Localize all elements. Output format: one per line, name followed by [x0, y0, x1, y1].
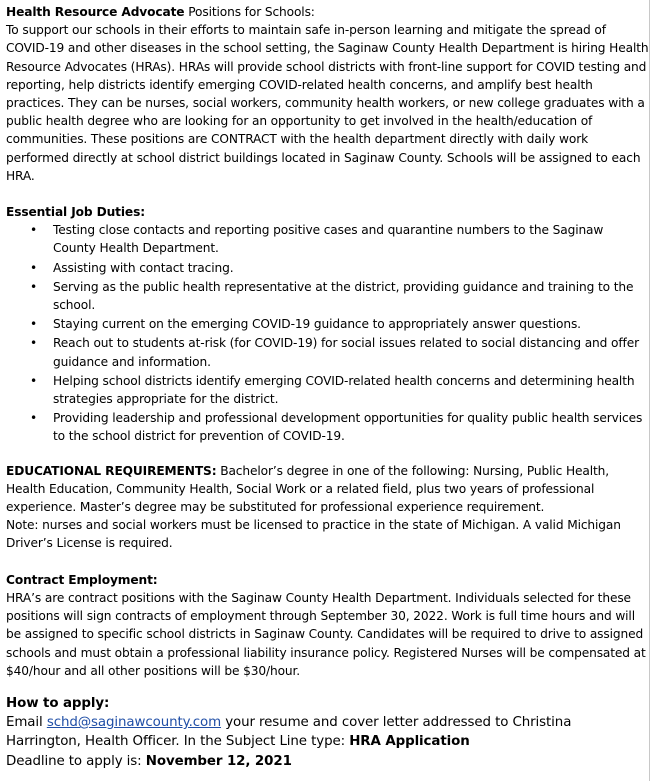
deadline-label: Deadline to apply is:: [6, 753, 146, 769]
intro-paragraph: To support our schools in their efforts to maintain safe in-person learning and mitigate the spread of COVID-19 and other diseases in the school setting, the Saginaw County Health Department is hiring Health Resource Advocates (HRAs). HRAs will provide school districts with front-line support for COVID testing and reporting, help districts identify emerging COVID-related health concerns, and amplify best health practices. They can be nurses, social workers, community health workers, or new college graduates with a public health degree who are looking for an opportunity to get involved in the health/education of communities. These positions are CONTRACT with the health department directly with daily work performed directly at school district buildings located in Saginaw County. Schools will be assigned to each HRA.: [6, 23, 649, 183]
duties-heading: Essential Job Duties:: [6, 205, 145, 220]
spacer: [6, 185, 649, 203]
spacer: [6, 446, 649, 462]
duty-item: [6, 409, 649, 445]
duty-text: Staying current on the emerging COVID-19 guidance to appropriately answer questions.: [53, 317, 581, 332]
duties-list: [6, 221, 649, 445]
bullet-icon: •: [30, 260, 38, 275]
duty-item: [6, 221, 649, 257]
deadline-date: November 12, 2021: [145, 753, 292, 769]
deadline-line: [6, 752, 649, 771]
spacer: [6, 680, 649, 694]
subject-line: HRA Application: [349, 734, 470, 750]
contract-heading: Contract Employment:: [6, 572, 158, 587]
duty-item: [6, 278, 649, 314]
contract-paragraph: HRA’s are contract positions with the Saginaw County Health Department. Individuals selected for these positions will sign contracts of employment through September 30, 2022. Work is full time hours and will be assigned to specific school districts in Saginaw County. Candidates will be required to drive to assigned schools and must obtain a professional liability insurance policy. Registered Nurses will be compensated at $40/hour and all other positions will be $30/hour.: [6, 590, 646, 678]
duty-item: [6, 372, 649, 408]
duty-text: Reach out to students at-risk (for COVID-19) for social issues related to social distancing and offer guidance and information.: [53, 336, 639, 369]
bullet-icon: •: [30, 223, 38, 238]
duty-item: [6, 315, 649, 333]
apply-paragraph: [6, 713, 649, 751]
duty-text: Helping school districts identify emerging COVID-related health concerns and determining health strategies appropriate for the district.: [53, 373, 635, 407]
intro-title: [6, 3, 649, 21]
duty-item: [6, 259, 649, 277]
duty-text: Serving as the public health representative at the district, providing guidance and training to the school.: [53, 279, 634, 313]
email-prefix: Email: [6, 715, 47, 731]
bullet-icon: •: [30, 317, 38, 332]
intro-title-rest: Positions for Schools:: [184, 5, 315, 19]
spacer: [6, 553, 649, 571]
duty-text: Assisting with contact tracing.: [53, 260, 234, 275]
education-paragraph: [6, 462, 649, 517]
bullet-icon: •: [30, 411, 38, 426]
apply-heading: How to apply:: [6, 695, 110, 711]
duty-item: [6, 334, 649, 370]
email-link[interactable]: schd@saginawcounty.com: [46, 715, 222, 731]
education-text: Bachelor’s degree in one of the following: Nursing, Public Health, Health Education, Community Health, Social Work or a related field, plus two years of professional experience. Master’s degree may be substituted for professional experience requirement.: [6, 463, 610, 515]
bullet-icon: •: [30, 373, 38, 388]
duty-text: Testing close contacts and reporting positive cases and quarantine numbers to the Saginaw County Health Department.: [53, 223, 604, 256]
bullet-icon: •: [30, 279, 38, 294]
education-label: EDUCATIONAL REQUIREMENTS:: [6, 463, 217, 478]
education-note: Note: nurses and social workers must be licensed to practice in the state of Michigan. A valid Michigan Driver’s License is required.: [6, 518, 621, 551]
duty-text: Providing leadership and professional development opportunities for quality public health services to the school district for prevention of COVID-19.: [53, 411, 643, 444]
bullet-icon: •: [30, 336, 38, 351]
intro-title-bold: Health Resource Advocate: [6, 5, 185, 19]
email-suffix: your resume and cover letter addressed to Christina Harrington, Health Officer. In the Subject Line type:: [6, 715, 572, 750]
